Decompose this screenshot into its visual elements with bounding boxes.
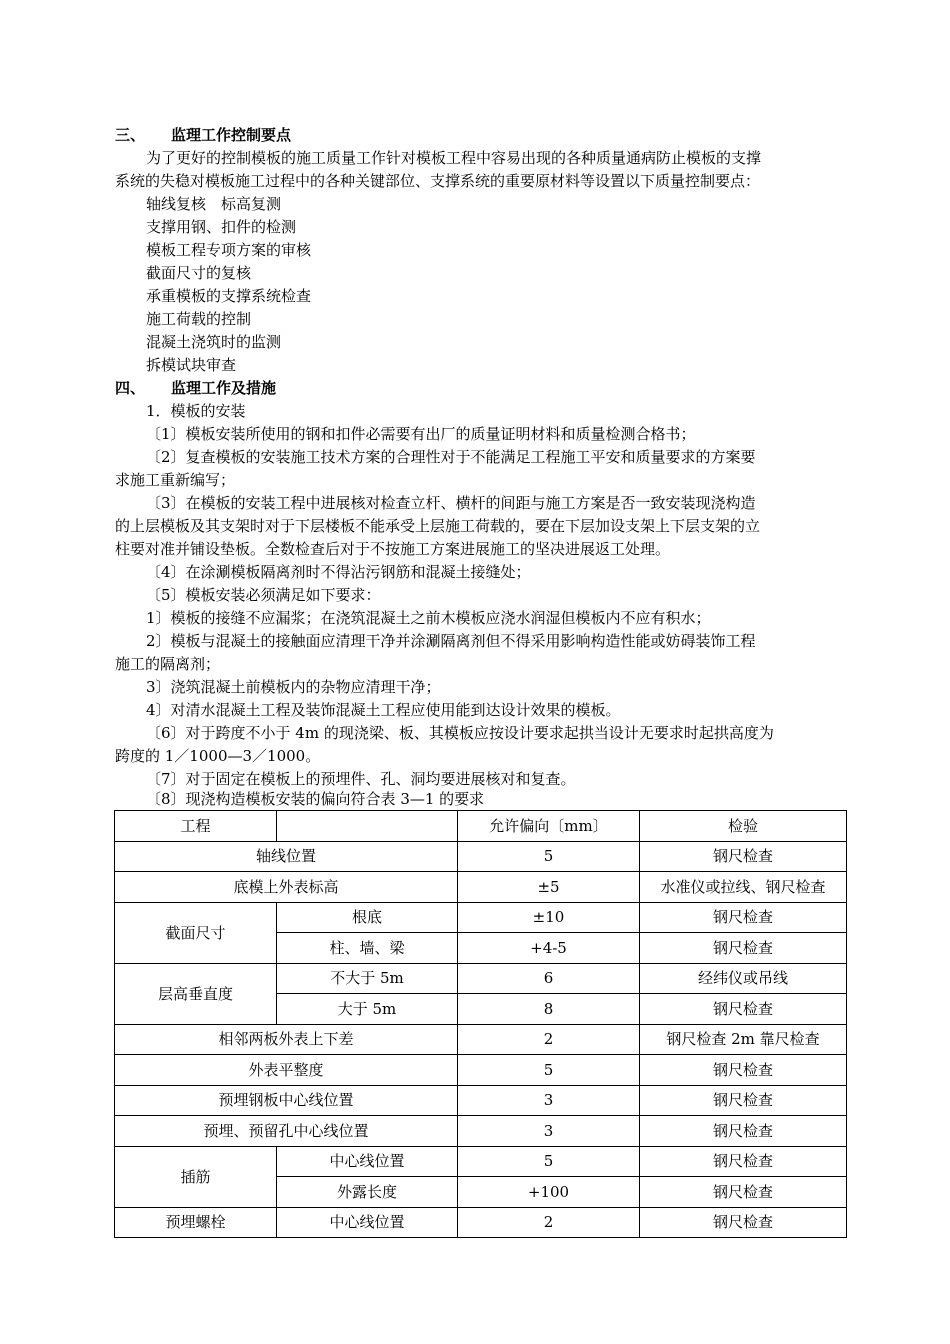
- table-cell: 钢尺检查: [640, 1116, 847, 1147]
- table-cell: 层高垂直度: [115, 963, 277, 1024]
- table-cell: ±10: [458, 902, 640, 933]
- table-row: [115, 963, 847, 994]
- header-cell: 允许偏向〔mm〕: [458, 811, 640, 842]
- table-cell: 5: [458, 1055, 640, 1086]
- table-row: [115, 1146, 847, 1177]
- table-cell: 5: [458, 1146, 640, 1177]
- paragraph-line: 1〕模板的接缝不应漏浆；在浇筑混凝土之前木模板应浇水润湿但模板内不应有积水；: [146, 609, 711, 627]
- header-cell: 工程: [115, 811, 277, 842]
- table-cell: 3: [458, 1116, 640, 1147]
- table-cell: 外表平整度: [115, 1055, 458, 1086]
- control-point: 拆模试块审查: [146, 356, 237, 374]
- table-cell: 2: [458, 1024, 640, 1055]
- section-4-subtitle: 1．模板的安装: [146, 402, 246, 420]
- table-header-row: [115, 811, 847, 842]
- table-row: [115, 1085, 847, 1116]
- section-4-heading: [115, 377, 276, 399]
- section-4-number: 四、: [115, 379, 146, 397]
- table-cell: 钢尺检查: [640, 1055, 847, 1086]
- control-point: 承重模板的支撑系统检查: [146, 287, 312, 305]
- table-row: [115, 1055, 847, 1086]
- table-cell: 钢尺检查: [640, 1085, 847, 1116]
- table-cell: 柱、墙、梁: [277, 933, 458, 964]
- paragraph-line: 求施工重新编写；: [115, 471, 236, 489]
- table-cell: +4-5: [458, 933, 640, 964]
- table-cell: 中心线位置: [277, 1207, 458, 1238]
- paragraph-line: 3〕浇筑混凝土前模板内的杂物应清理干净；: [146, 678, 441, 696]
- control-point: 施工荷载的控制: [146, 310, 252, 328]
- table-row: [115, 1116, 847, 1147]
- section-3-intro-line-2: 系统的失稳对模板施工过程中的各种关键部位、支撑系统的重要原材料等设置以下质量控制要点：: [115, 172, 761, 190]
- table-cell: 2: [458, 1207, 640, 1238]
- table-cell: 3: [458, 1085, 640, 1116]
- table-cell: 钢尺检查: [640, 933, 847, 964]
- table-cell: 外露长度: [277, 1177, 458, 1208]
- section-4-title: 监理工作及措施: [171, 379, 277, 397]
- table-cell: 预埋钢板中心线位置: [115, 1085, 458, 1116]
- table-cell: 轴线位置: [115, 841, 458, 872]
- paragraph-line: 〔6〕对于跨度不小于 4m 的现浇梁、板、其模板应按设计要求起拱当设计无要求时起拱高度为: [146, 724, 774, 742]
- control-point: 混凝土浇筑时的监测: [146, 333, 282, 351]
- paragraph-line: 〔3〕在模板的安装工程中进展核对检查立杆、横杆的间距与施工方案是否一致安装现浇构造: [146, 494, 756, 512]
- paragraph-line: 〔7〕对于固定在模板上的预埋件、孔、洞均要进展核对和复查。: [146, 770, 576, 788]
- control-point: 轴线复核 标高复测: [146, 195, 282, 213]
- table-cell: 预埋、预留孔中心线位置: [115, 1116, 458, 1147]
- table-cell: 钢尺检查: [640, 994, 847, 1025]
- table-cell: 预埋螺栓: [115, 1207, 277, 1238]
- paragraph-line: 〔5〕模板安装必须满足如下要求：: [146, 586, 381, 604]
- table-row: [115, 841, 847, 872]
- control-point: 截面尺寸的复核: [146, 264, 252, 282]
- tolerance-table: [114, 810, 847, 1238]
- table-cell: 钢尺检查: [640, 1146, 847, 1177]
- table-cell: 5: [458, 841, 640, 872]
- paragraph-line: 2〕模板与混凝土的接触面应清理干净并涂涮隔离剂但不得采用影响构造性能或妨碍装饰工程: [146, 632, 756, 650]
- section-3-number: 三、: [115, 126, 146, 144]
- table-cell: 中心线位置: [277, 1146, 458, 1177]
- table-cell: ±5: [458, 872, 640, 903]
- paragraph-line: 柱要对准并铺设垫板。全数检查后对于不按施工方案进展施工的坚决进展返工处理。: [115, 540, 671, 558]
- header-cell: [277, 811, 458, 842]
- section-3-title: 监理工作控制要点: [171, 126, 292, 144]
- paragraph-line: 的上层模板及其支架时对于下层楼板不能承受上层施工荷载的，要在下层加设支架上下层支架的立: [115, 517, 761, 535]
- table-cell: 截面尺寸: [115, 902, 277, 963]
- table-row: [115, 1024, 847, 1055]
- paragraph-line: 〔8〕现浇构造模板安装的偏向符合表 3—1 的要求: [146, 790, 485, 808]
- paragraph-line: 4〕对清水混凝土工程及装饰混凝土工程应使用能到达设计效果的模板。: [146, 701, 621, 719]
- table-row: [115, 872, 847, 903]
- paragraph-line: 〔1〕模板安装所使用的钢和扣件必需要有出厂的质量证明材料和质量检测合格书；: [146, 425, 696, 443]
- paragraph-line: 〔4〕在涂涮模板隔离剂时不得沾污钢筋和混凝土接缝处；: [146, 563, 531, 581]
- table-row: [115, 902, 847, 933]
- table-cell: 8: [458, 994, 640, 1025]
- table-cell: 经纬仪或吊线: [640, 963, 847, 994]
- paragraph-line: 跨度的 1／1000—3／1000。: [115, 747, 321, 765]
- table-cell: 6: [458, 963, 640, 994]
- table-cell: 相邻两板外表上下差: [115, 1024, 458, 1055]
- table-cell: +100: [458, 1177, 640, 1208]
- table-cell: 钢尺检查: [640, 1177, 847, 1208]
- table-cell: 钢尺检查: [640, 902, 847, 933]
- section-3-heading: [115, 124, 291, 146]
- table-cell: 水准仪或拉线、钢尺检查: [640, 872, 847, 903]
- table-cell: 根底: [277, 902, 458, 933]
- paragraph-line: 〔2〕复查模板的安装施工技术方案的合理性对于不能满足工程施工平安和质量要求的方案要: [146, 448, 756, 466]
- section-3-intro-line-1: 为了更好的控制模板的施工质量工作针对模板工程中容易出现的各种质量通病防止模板的支撑: [146, 149, 762, 167]
- table-cell: 钢尺检查: [640, 1207, 847, 1238]
- paragraph-line: 施工的隔离剂；: [115, 655, 221, 673]
- table-cell: 底模上外表标高: [115, 872, 458, 903]
- table-cell: 大于 5m: [277, 994, 458, 1025]
- header-cell: 检验: [640, 811, 847, 842]
- table-cell: 插筋: [115, 1146, 277, 1207]
- control-point: 支撑用钢、扣件的检测: [146, 218, 297, 236]
- control-point: 模板工程专项方案的审核: [146, 241, 312, 259]
- table-cell: 钢尺检查 2m 靠尺检查: [640, 1024, 847, 1055]
- table-cell: 不大于 5m: [277, 963, 458, 994]
- table-cell: 钢尺检查: [640, 841, 847, 872]
- table-row: [115, 1207, 847, 1238]
